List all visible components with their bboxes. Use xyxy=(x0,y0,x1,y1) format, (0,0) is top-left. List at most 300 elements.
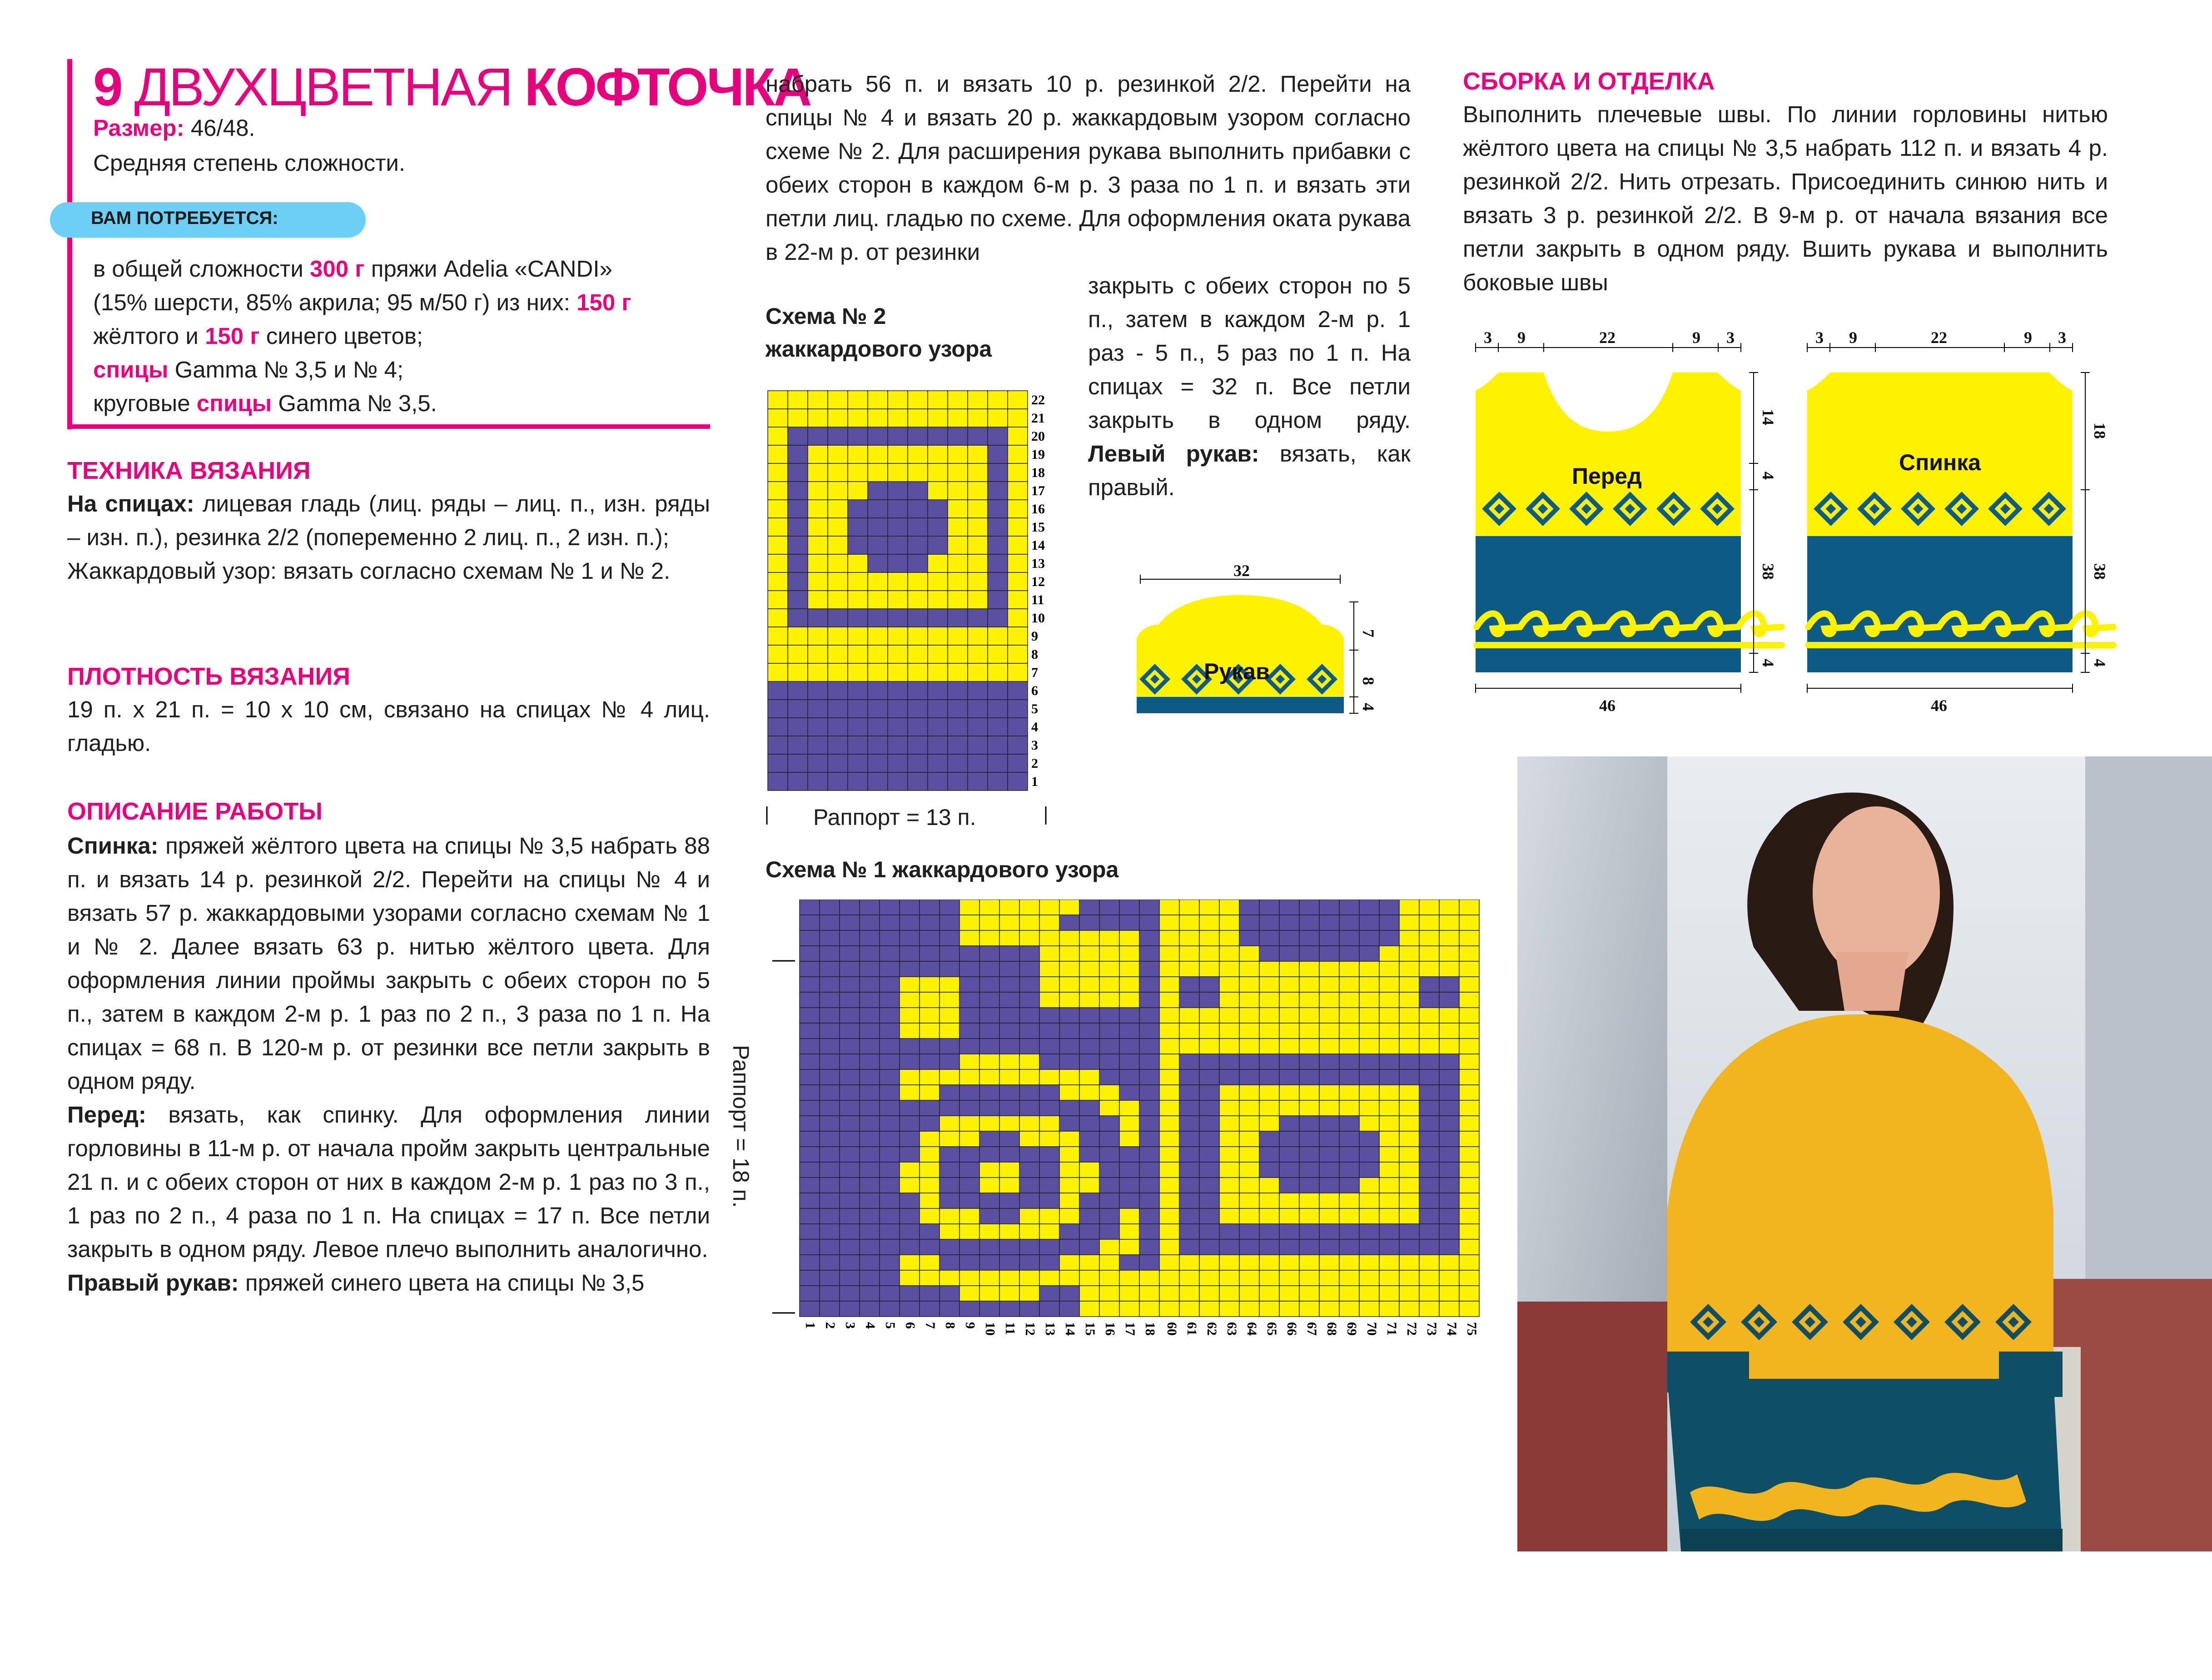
scheme1-col-number: 68 xyxy=(1324,1322,1339,1336)
scheme1-cell xyxy=(1139,1147,1159,1162)
scheme2-cell xyxy=(908,645,928,663)
scheme1-cell xyxy=(1019,1008,1039,1023)
scheme2-cell xyxy=(968,427,988,445)
scheme2-cell xyxy=(948,772,968,790)
scheme2-cell xyxy=(808,463,828,482)
scheme1-cell xyxy=(1439,1270,1459,1286)
density-text: 19 п. х 21 п. = 10 х 10 см, связано на спицах № 4 лиц. гладью. xyxy=(67,696,710,756)
scheme2-cell xyxy=(848,391,868,409)
scheme1-cell xyxy=(1279,1147,1299,1162)
scheme1-col-number: 8 xyxy=(943,1322,958,1329)
scheme1-cell xyxy=(1359,992,1379,1008)
scheme1-cell xyxy=(979,900,999,915)
scheme2-cell xyxy=(868,445,888,463)
scheme2-cell xyxy=(868,409,888,427)
scheme1-cell xyxy=(1179,1301,1199,1317)
scheme1-cell xyxy=(820,1131,840,1147)
scheme1-cell xyxy=(1139,915,1159,930)
scheme1-cell xyxy=(800,1116,820,1131)
scheme2-cell xyxy=(888,482,908,500)
scheme1-cell xyxy=(1439,1193,1459,1208)
size-label: Размер: xyxy=(93,115,184,141)
scheme1-cell xyxy=(1439,930,1459,946)
scheme1-cell xyxy=(1039,946,1059,961)
scheme1-cell xyxy=(999,1193,1019,1208)
scheme1-cell xyxy=(1399,1100,1419,1116)
scheme1-cell xyxy=(1299,1255,1319,1270)
scheme1-col-number: 9 xyxy=(963,1322,978,1329)
scheme1-cell xyxy=(1359,946,1379,961)
scheme1-cell xyxy=(1039,900,1059,915)
scheme2-cell xyxy=(948,681,968,700)
scheme1-cell xyxy=(1279,1085,1299,1100)
scheme1-cell xyxy=(1399,1147,1419,1162)
scheme1-cell xyxy=(1079,1270,1099,1286)
scheme1-cell xyxy=(1179,1270,1199,1286)
scheme1-cell xyxy=(1359,900,1379,915)
scheme1-cell xyxy=(1179,1008,1199,1023)
scheme1-cell xyxy=(900,1162,920,1178)
scheme1-cell xyxy=(1359,1054,1379,1069)
scheme1-cell xyxy=(1419,946,1439,961)
scheme1-cell xyxy=(939,1147,959,1162)
scheme2-row-number: 17 xyxy=(1031,483,1045,498)
scheme1-cell xyxy=(840,961,860,977)
scheme1-cell xyxy=(880,1301,900,1317)
scheme1-cell xyxy=(920,1116,939,1131)
scheme1-cell xyxy=(939,1100,959,1116)
scheme2-cell xyxy=(1008,645,1028,663)
scheme1-cell xyxy=(1339,1039,1359,1054)
scheme1-cell xyxy=(1199,1116,1219,1131)
scheme1-cell xyxy=(1119,1255,1139,1270)
scheme1-cell xyxy=(1019,1116,1039,1131)
scheme1-cell xyxy=(959,1224,979,1239)
scheme1-cell xyxy=(1339,1085,1359,1100)
scheme2-cell xyxy=(888,772,908,790)
scheme1-cell xyxy=(1079,961,1099,977)
scheme1-title: Схема № 1 жаккардового узора xyxy=(766,857,1119,882)
scheme2-cell xyxy=(848,409,868,427)
scheme1-cell xyxy=(1419,1054,1439,1069)
scheme1-cell xyxy=(840,1162,860,1178)
scheme1-cell xyxy=(1259,1131,1279,1147)
mat-text: Gamma № 3,5. xyxy=(272,390,437,416)
scheme2-cell xyxy=(808,445,828,463)
scheme1-cell xyxy=(1139,1023,1159,1039)
scheme2-cell xyxy=(808,663,828,681)
scheme1-cell xyxy=(1179,900,1199,915)
scheme1-cell xyxy=(1099,1085,1119,1100)
scheme2-cell xyxy=(928,391,948,409)
scheme1-cell xyxy=(1239,1208,1259,1224)
scheme1-cell xyxy=(1439,1131,1459,1147)
scheme1-cell xyxy=(959,1239,979,1255)
scheme1-cell xyxy=(1339,1023,1359,1039)
scheme1-cell xyxy=(1019,1255,1039,1270)
scheme1-cell xyxy=(1079,1100,1099,1116)
scheme1-cell xyxy=(1279,1054,1299,1069)
scheme2-cell xyxy=(888,391,908,409)
scheme1-cell xyxy=(900,1100,920,1116)
scheme1-cell xyxy=(900,1239,920,1255)
scheme1-cell xyxy=(1039,977,1059,992)
scheme1-cell xyxy=(1439,1054,1459,1069)
scheme1-cell xyxy=(959,1208,979,1224)
scheme2-cell xyxy=(828,700,848,718)
scheme2-cell xyxy=(848,427,868,445)
scheme1-cell xyxy=(1059,1301,1079,1317)
scheme1-cell xyxy=(820,915,840,930)
scheme1-cell xyxy=(959,1286,979,1301)
scheme2-cell xyxy=(788,572,808,591)
scheme1-cell xyxy=(1219,1116,1239,1131)
scheme1-cell xyxy=(1099,1147,1119,1162)
scheme1-cell xyxy=(860,1286,880,1301)
scheme2-cell xyxy=(908,718,928,736)
scheme1-cell xyxy=(959,961,979,977)
scheme1-cell xyxy=(1239,1069,1259,1085)
scheme1-cell xyxy=(1419,1286,1439,1301)
scheme1-cell xyxy=(1419,1162,1439,1178)
back-dim-r3: 4 xyxy=(2091,659,2109,667)
scheme1-cell xyxy=(1059,1208,1079,1224)
scheme1-cell xyxy=(939,1039,959,1054)
scheme1-cell xyxy=(1379,930,1399,946)
assembly-heading: СБОРКА И ОТДЕЛКА xyxy=(1463,68,1715,95)
scheme2-cell xyxy=(908,609,928,627)
scheme1-cell xyxy=(1099,946,1119,961)
scheme1-cell xyxy=(1259,946,1279,961)
scheme1-cell xyxy=(1459,1270,1479,1286)
title-number: 9 xyxy=(93,57,121,117)
scheme2-cell xyxy=(788,718,808,736)
scheme2-chart xyxy=(759,382,1077,845)
scheme2-cell xyxy=(868,391,888,409)
scheme2-cell xyxy=(788,463,808,482)
scheme1-cell xyxy=(939,1116,959,1131)
scheme1-cell xyxy=(800,1178,820,1193)
scheme1-cell xyxy=(800,1039,820,1054)
scheme1-cell xyxy=(1439,915,1459,930)
scheme1-cell xyxy=(880,1270,900,1286)
scheme1-cell xyxy=(1099,1301,1119,1317)
scheme1-col-number: 71 xyxy=(1384,1322,1399,1336)
scheme1-cell xyxy=(939,1008,959,1023)
scheme1-col-number: 69 xyxy=(1344,1322,1359,1336)
back-dim-r2: 38 xyxy=(2091,563,2109,580)
scheme2-cell xyxy=(988,445,1008,463)
scheme1-cell xyxy=(1219,977,1239,992)
scheme1-cell xyxy=(1099,915,1119,930)
scheme1-cell xyxy=(1439,1116,1459,1131)
scheme2-cell xyxy=(808,536,828,554)
scheme1-cell xyxy=(1019,1147,1039,1162)
scheme1-cell xyxy=(1439,992,1459,1008)
scheme1-cell xyxy=(1359,1069,1379,1085)
scheme2-row-number: 10 xyxy=(1031,611,1045,626)
scheme1-cell xyxy=(900,1193,920,1208)
scheme2-row-number: 21 xyxy=(1031,411,1045,426)
scheme1-cell xyxy=(1339,1162,1359,1178)
scheme1-cell xyxy=(1079,930,1099,946)
scheme1-cell xyxy=(1459,1162,1479,1178)
scheme1-cell xyxy=(800,1208,820,1224)
scheme1-cell xyxy=(1099,1255,1119,1270)
scheme1-cell xyxy=(1159,1069,1179,1085)
scheme1-cell xyxy=(1399,930,1419,946)
scheme1-cell xyxy=(860,977,880,992)
scheme1-cell xyxy=(999,915,1019,930)
scheme1-cell xyxy=(1159,946,1179,961)
scheme1-cell xyxy=(1019,961,1039,977)
front-dim-t3: 22 xyxy=(1599,328,1616,347)
scheme2-cell xyxy=(888,645,908,663)
scheme1-cell xyxy=(979,1085,999,1100)
sleeve-label: Рукав xyxy=(1204,659,1270,684)
scheme1-cell xyxy=(1219,930,1239,946)
scheme1-cell xyxy=(999,1224,1019,1239)
scheme1-cell xyxy=(920,946,939,961)
scheme1-cell xyxy=(1319,992,1339,1008)
scheme1-col-number: 11 xyxy=(1003,1322,1018,1335)
scheme1-cell xyxy=(1139,1239,1159,1255)
scheme2-row-number: 8 xyxy=(1031,647,1038,662)
scheme1-cell xyxy=(1059,1270,1079,1286)
scheme1-cell xyxy=(1459,1100,1479,1116)
scheme2-cell xyxy=(828,772,848,790)
scheme1-cell xyxy=(1279,915,1299,930)
scheme2-cell xyxy=(928,700,948,718)
scheme2-cell xyxy=(808,409,828,427)
back-text: пряжей жёлтого цвета на спицы № 3,5 набрать 88 п. и вязать 14 р. резинкой 2/2. Перейти на спицы № 4 и вязать 57 р. жаккардовыми узорами согласно схемам № 1 и № 2. Далее вязать 63 р. нитью жёлтого цвета. Для оформления линии проймы закрыть с обеих сторон по 5 п., затем в каждом 2-м р. 1 раз по 2 п., 3 раза по 1 п. На спицах = 68 п. В 120-м р. от резинки все петли закрыть в одном ряду. xyxy=(67,833,710,1094)
scheme2-cell xyxy=(1008,681,1028,700)
scheme1-cell xyxy=(1399,900,1419,915)
scheme2-cell xyxy=(988,536,1008,554)
scheme1-cell xyxy=(920,1255,939,1270)
scheme1-cell xyxy=(1179,992,1199,1008)
scheme1-cell xyxy=(1299,1147,1319,1162)
scheme2-cell xyxy=(788,482,808,500)
scheme1-cell xyxy=(860,1255,880,1270)
scheme1-col-number: 65 xyxy=(1264,1322,1279,1336)
scheme1-cell xyxy=(1059,1085,1079,1100)
scheme1-cell xyxy=(1379,1039,1399,1054)
back-label: Спинка xyxy=(1899,450,1981,475)
scheme2-cell xyxy=(848,518,868,536)
scheme2-title xyxy=(766,300,992,365)
scheme1-cell xyxy=(1119,1208,1139,1224)
scheme1-cell xyxy=(1019,1286,1039,1301)
scheme1-col-number: 4 xyxy=(863,1322,878,1329)
scheme1-cell xyxy=(880,977,900,992)
scheme1-cell xyxy=(1179,915,1199,930)
scheme1-cell xyxy=(1079,977,1099,992)
scheme1-cell xyxy=(1399,1008,1419,1023)
scheme1-cell xyxy=(1359,930,1379,946)
scheme1-cell xyxy=(1239,1023,1259,1039)
scheme2-cell xyxy=(828,609,848,627)
scheme1-cell xyxy=(1459,915,1479,930)
scheme1-cell xyxy=(1159,1270,1179,1286)
scheme1-cell xyxy=(900,1224,920,1239)
scheme1-cell xyxy=(1439,946,1459,961)
technique-label: На спицах: xyxy=(67,491,194,517)
scheme1-cell xyxy=(860,1116,880,1131)
scheme1-cell xyxy=(1239,1178,1259,1193)
scheme1-cell xyxy=(900,1069,920,1085)
scheme1-cell xyxy=(1139,992,1159,1008)
scheme1-cell xyxy=(840,1193,860,1208)
scheme1-cell xyxy=(1379,977,1399,992)
scheme1-cell xyxy=(1099,1162,1119,1178)
scheme2-cell xyxy=(848,627,868,645)
scheme2-cell xyxy=(868,554,888,572)
scheme1-cell xyxy=(1339,961,1359,977)
scheme1-cell xyxy=(1199,1239,1219,1255)
mat-text: в общей сложности xyxy=(93,256,310,282)
scheme2-cell xyxy=(788,591,808,609)
scheme1-cell xyxy=(840,1301,860,1317)
scheme2-cell xyxy=(948,554,968,572)
scheme2-cell xyxy=(1008,663,1028,681)
scheme2-cell xyxy=(868,518,888,536)
scheme1-cell xyxy=(1179,1239,1199,1255)
scheme2-cell xyxy=(828,645,848,663)
scheme1-cell xyxy=(1179,1255,1199,1270)
scheme1-cell xyxy=(1319,1286,1339,1301)
scheme1-cell xyxy=(840,1085,860,1100)
front-dim-t4: 9 xyxy=(1692,328,1700,347)
scheme1-cell xyxy=(1199,915,1219,930)
scheme2-cell xyxy=(988,754,1008,772)
scheme1-cell xyxy=(1459,1147,1479,1162)
scheme1-cell xyxy=(979,1224,999,1239)
scheme1-cell xyxy=(920,1054,939,1069)
scheme1-cell xyxy=(1419,1239,1439,1255)
scheme1-cell xyxy=(1139,1178,1159,1193)
scheme1-cell xyxy=(939,1193,959,1208)
scheme1-cell xyxy=(1439,1147,1459,1162)
scheme1-cell xyxy=(1359,1208,1379,1224)
scheme2-row-number: 12 xyxy=(1031,574,1045,589)
scheme1-cell xyxy=(1099,1069,1119,1085)
scheme1-cell xyxy=(1179,1085,1199,1100)
scheme1-cell xyxy=(1319,1193,1339,1208)
scheme1-cell xyxy=(939,1270,959,1286)
scheme1-cell xyxy=(1299,1301,1319,1317)
scheme1-cell xyxy=(880,1286,900,1301)
scheme2-cell xyxy=(868,500,888,518)
scheme1-cell xyxy=(1379,1116,1399,1131)
scheme1-cell xyxy=(1379,900,1399,915)
scheme1-cell xyxy=(840,930,860,946)
scheme2-cell xyxy=(888,700,908,718)
scheme2-cell xyxy=(948,609,968,627)
scheme1-cell xyxy=(840,1239,860,1255)
scheme2-cell xyxy=(828,518,848,536)
scheme1-cell xyxy=(1159,1162,1179,1178)
scheme2-cell xyxy=(988,591,1008,609)
scheme2-cell xyxy=(768,518,788,536)
back-diagram xyxy=(1799,327,2126,736)
scheme1-cell xyxy=(1419,930,1439,946)
scheme1-cell xyxy=(1159,1054,1179,1069)
scheme1-cell xyxy=(979,1162,999,1178)
scheme1-cell xyxy=(800,946,820,961)
scheme2-cell xyxy=(768,591,788,609)
scheme1-cell xyxy=(1099,1116,1119,1131)
scheme1-cell xyxy=(840,1131,860,1147)
scheme2-cell xyxy=(808,391,828,409)
scheme2-cell xyxy=(928,627,948,645)
scheme1-cell xyxy=(1419,1008,1439,1023)
scheme2-cell xyxy=(788,663,808,681)
scheme1-cell xyxy=(860,1100,880,1116)
scheme1-cell xyxy=(1279,1008,1299,1023)
scheme2-cell xyxy=(968,609,988,627)
mat-text: пряжи Adelia «CANDI» xyxy=(364,256,612,282)
scheme1-cell xyxy=(979,1301,999,1317)
scheme1-cell xyxy=(999,1054,1019,1069)
scheme2-cell xyxy=(828,500,848,518)
scheme1-cell xyxy=(939,1239,959,1255)
scheme2-cell xyxy=(788,772,808,790)
scheme2-cell xyxy=(788,645,808,663)
scheme1-cell xyxy=(820,1147,840,1162)
scheme2-cell xyxy=(968,500,988,518)
scheme1-cell xyxy=(920,1100,939,1116)
scheme1-cell xyxy=(959,1023,979,1039)
scheme1-col-number: 73 xyxy=(1424,1322,1439,1336)
scheme2-cell xyxy=(908,700,928,718)
scheme2-cell xyxy=(968,736,988,754)
scheme1-cell xyxy=(1399,1039,1419,1054)
scheme1-cell xyxy=(1459,992,1479,1008)
scheme2-cell xyxy=(768,609,788,627)
page-title xyxy=(93,57,810,118)
scheme1-cell xyxy=(920,900,939,915)
scheme1-cell xyxy=(1319,977,1339,992)
scheme1-cell xyxy=(820,1208,840,1224)
scheme1-cell xyxy=(1019,977,1039,992)
scheme1-cell xyxy=(900,977,920,992)
scheme1-cell xyxy=(1299,1162,1319,1178)
scheme1-cell xyxy=(1379,915,1399,930)
scheme1-cell xyxy=(999,1008,1019,1023)
scheme1-cell xyxy=(820,1162,840,1178)
scheme1-cell xyxy=(1119,1286,1139,1301)
scheme2-cell xyxy=(988,427,1008,445)
scheme1-cell xyxy=(1299,1239,1319,1255)
scheme1-cell xyxy=(1239,1193,1259,1208)
scheme1-cell xyxy=(800,1085,820,1100)
scheme2-cell xyxy=(868,609,888,627)
scheme1-cell xyxy=(1379,1270,1399,1286)
scheme1-cell xyxy=(1139,1208,1159,1224)
scheme1-cell xyxy=(1219,1286,1239,1301)
scheme1-cell xyxy=(1019,930,1039,946)
scheme1-cell xyxy=(880,1008,900,1023)
scheme1-cell xyxy=(1299,1008,1319,1023)
scheme1-cell xyxy=(880,1239,900,1255)
scheme2-cell xyxy=(948,754,968,772)
scheme2-cell xyxy=(788,518,808,536)
scheme1-cell xyxy=(1339,946,1359,961)
scheme2-cell xyxy=(788,754,808,772)
sleeve-shape xyxy=(1137,595,1344,654)
technique-body: лицевая гладь (лиц. ряды – лиц. п., изн. ряды – изн. п.), резинка 2/2 (попеременно 2 лиц. п., 2 изн. п.); xyxy=(67,491,710,550)
